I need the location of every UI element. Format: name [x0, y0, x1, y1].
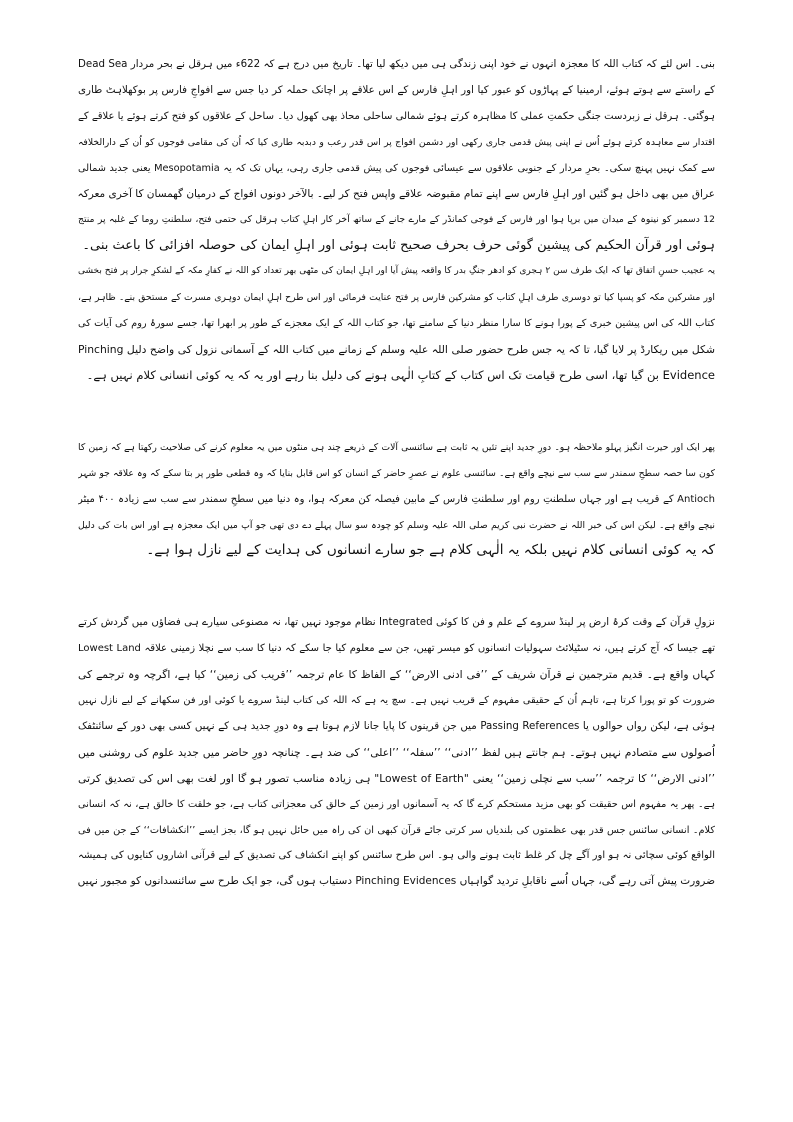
paragraph-badr-coincidence [78, 259, 715, 389]
text-line: اقتدار سے معاہدہ کرتے ہوئے اُس نے اپنی پیش قدمی جاری رکھی اور دشمن افواج پر اس قدر رعب و دبدبہ طاری کیا کہ اُن کی مقامی فوجوں کو اُن کے دارالخلافہ [78, 136, 715, 148]
text-line: 12 دسمبر کو نینوہ کے میدان میں برپا ہوا اور فارس کے فوجی کمانڈر کے مارے جانے کے ساتھ آخر کار اہلِ کتاب ہرقل کی حتمی فتح، سلطنتِ روما کے غلبہ پر منتج [78, 214, 715, 226]
text-line: تھے جیسا کہ آج کرتے ہیں، نہ سٹیلائٹ سہولیات انسانوں کو میسر تھیں، جن سے معلوم کیا جا سکے کہ دنیا کا سب سے نچلا زمینی علاقہ Lowest Land [78, 643, 715, 655]
text-line: کون سا حصہ سطحِ سمندر سے سب سے نیچے واقع ہے۔ سائنسی علوم نے عصرِ حاضر کے انسان کو اس قابل بنایا کہ وہ قطعی طور پر بتا سکے کہ وہ علاقہ جو شہر [78, 467, 715, 479]
text-line: پھر ایک اور حیرت انگیز پہلو ملاحظہ ہو۔ دورِ جدید اپنے تئیں یہ ثابت ہے سائنسی آلات کے ذریعے چند ہی منٹوں میں یہ معلوم کرنے کی صلاحیت رکھتا ہے کہ زمین کا [78, 441, 715, 453]
text-line: کہ یہ کوئی انسانی کلام نہیں بلکہ یہ الٰہی کلام ہے جو سارے انسانوں کی ہدایت کے لیے نازل ہوا ہے۔ [146, 542, 715, 559]
text-line: نیچے واقع ہے۔ لیکن اس کی خبر اللہ نے حضرت نبی کریم صلی اللہ علیہ وسلم کو چودہ سو سال پہلے دے دی تھی جو آپ میں ایک معجزہ ہے اور اس بات کی دلیل [78, 519, 715, 531]
text-line: Evidence بن گیا تھا، اسی طرح قیامت تک اس کتاب کے کتابِ الٰہی ہونے کی دلیل بنا رہے اور یہ کہ یہ کوئی انسانی کلام نہیں ہے۔ [86, 367, 715, 382]
paragraph-heraclius-campaign [78, 52, 715, 259]
text-line: نزولِ قرآن کے وقت کرۂ ارض پر لینڈ سروے کے علم و فن کا کوئی Integrated نظام موجود نہیں تھا، نہ مصنوعی سیارے ہی فضاؤں میں گردش کرتے [78, 616, 715, 629]
text-line: شکل میں ریکارڈ پر لایا گیا، تا کہ یہ جس طرح حضور صلی اللہ علیہ وسلم کے زمانے میں کتاب اللہ کے آسمانی نزول کی واضح دلیل Pinching [78, 342, 715, 356]
text-line: کہاں واقع ہے۔ قدیم مترجمین نے قرآن شریف کے ’’فی ادنی الارض‘‘ کے الفاظ کا عام ترجمہ ’’قریب کی زمین‘‘ کیا ہے، اگرچہ وہ ترجمے کی [78, 668, 715, 682]
text-line: یہ عجیب حسنِ اتفاق تھا کہ ایک طرف سن ۲ ہجری کو ادھر جنگِ بدر کا واقعہ پیش آیا اور اہلِ ایمان کی مٹھی بھر تعداد کو اللہ نے کفارِ مکہ کے لشکرِ جرار پر فتح بخشی [78, 266, 715, 277]
text-line: بنی۔ اس لئے کہ کتاب اللہ کا معجزہ انہوں نے خود اپنی زندگی ہی میں دیکھ لیا تھا۔ تاریخ میں درج ہے کہ 622ء میں ہرقل نے بحر مردار Dead Sea [78, 58, 715, 70]
text-column [78, 52, 715, 895]
text-line: ہوئی اور قرآن الحکیم کی پیشین گوئی حرف بحرف صحیح ثابت ہوئی اور اہلِ ایمان کی حوصلہ افزائی کا باعث بنی۔ [82, 238, 715, 254]
text-line: ضرورت پیش آتی رہے گی، جہاں اُسے ناقابلِ تردید گواہیاں Pinching Evidences دستیاب ہوں گی، جو ایک طرح سے سائنسدانوں کو مجبور نہیں [78, 875, 715, 888]
text-line: ضرورت کو تو پورا کرتا ہے، تاہم اُن کے حقیقی مفہوم کے قریب نہیں ہے۔ سچ یہ ہے کہ اللہ کی کتاب لینڈ سروے یا کوئی اور فن سکھانے کے لیے نازل نہیں [78, 695, 715, 707]
text-line: کلام۔ انسانی سائنس جس قدر بھی عظمتوں کی بلندیاں سر کرتی جائے قرآن کبھی ان کی راہ میں حائل نہیں ہو گا، بجز ایسے ’’انکشافات‘‘ کے جن میں فی [78, 824, 715, 836]
paragraph-land-survey [78, 610, 715, 895]
text-line: کتاب اللہ کی اس پیشین خبری کے پورا ہونے کا سارا منظر دنیا کے سامنے تھا، جو کتاب اللہ کے ایک معجزے کے طور پر ابھرا تھا، جسے سورۂ روم کی آیات کی [78, 318, 715, 330]
text-line: سے کمک نہیں پہنچ سکی۔ بحرِ مردار کے جنوبی علاقوں سے عیسائی فوجوں کی پیش قدمی جاری رہی، یہاں تک کہ یہ Mesopotamia یعنی جدید شمالی [78, 162, 715, 174]
paragraph-lowest-point [78, 435, 715, 565]
text-line: ہے۔ پھر یہ مفہوم اس حقیقت کو بھی مزید مستحکم کرے گا کہ یہ آسمانوں اور زمین کے خالق کی معجزاتی کتاب ہے، جو خلقت کا خالق ہے، نہ کہ انسانی [78, 798, 715, 810]
text-line: Antioch کے قریب ہے اور جہاں سلطنتِ روم اور سلطنتِ فارس کے مابین فیصلہ کن معرکہ ہوا، وہ دنیا میں سطحِ سمندر سے سب سے زیادہ ۴۰۰ میٹر [78, 493, 715, 505]
text-line: ہوگئی۔ ہرقل نے زبردست جنگی حکمتِ عملی کا مظاہرہ کرتے ہوئے شمالی ساحلی محاذ بھی کھول دیا۔ ساحل کے علاقوں کو فتح کرتے ہوئے یا علاقے کے [78, 110, 715, 122]
text-line: اور مشرکین مکہ کو پسپا کیا تو دوسری طرف اہلِ کتاب کو مشرکین فارس پر فتح عنایت فرمائی اور اس طرح اہلِ ایمان دوہری مسرت کے مستحق بنے۔ ظاہر ہے، [78, 292, 715, 304]
text-line: ’’ادنی الارض‘‘ کا ترجمہ ’’سب سے نچلی زمین‘‘ یعنی "Lowest of Earth" ہی زیادہ مناسب تصور ہو گا اور لغت بھی اس کی تصدیق کرتی [78, 771, 715, 785]
text-line: کے راستے سے ہوتے ہوئے، ارمینیا کے پہاڑوں کو عبور کیا اور اہلِ فارس کے اس علاقے پر اچانک حملہ کر دیا جس سے افواجِ فارس پر بوکھلاہٹ طاری [78, 83, 715, 96]
text-line: ہوئی ہے، لیکن رواں حوالوں یا Passing References میں جن قرینوں کا پایا جانا لازم ہوتا ہے وہ دورِ جدید ہی کے نہیں کسی بھی دور کے سائنٹفک [78, 719, 715, 732]
text-line: عراق میں بھی داخل ہو گئیں اور اہلِ فارس سے اپنے تمام مقبوضہ علاقے واپس فتح کر لیے۔ بالآخر دونوں افواج کے درمیان گھمسان کا آخری معرکہ [78, 187, 715, 200]
text-line: اُصولوں سے متصادم نہیں ہوتے۔ ہم جانتے ہیں لفظ ’’ادنی‘‘ ’’سفلہ‘‘ ’’اعلی‘‘ کی ضد ہے۔ چنانچہ دورِ حاضر میں جدید علوم کی روشنی میں [78, 745, 715, 759]
text-line: الواقع کوئی سچائی نہ ہو اور آگے چل کر غلط ثابت ہونے والی ہو۔ اس طرح سائنس کو اپنے انکشاف کی تصدیق کے لیے قرآنی اشاروں کنایوں کی ہمیشہ [78, 850, 715, 862]
